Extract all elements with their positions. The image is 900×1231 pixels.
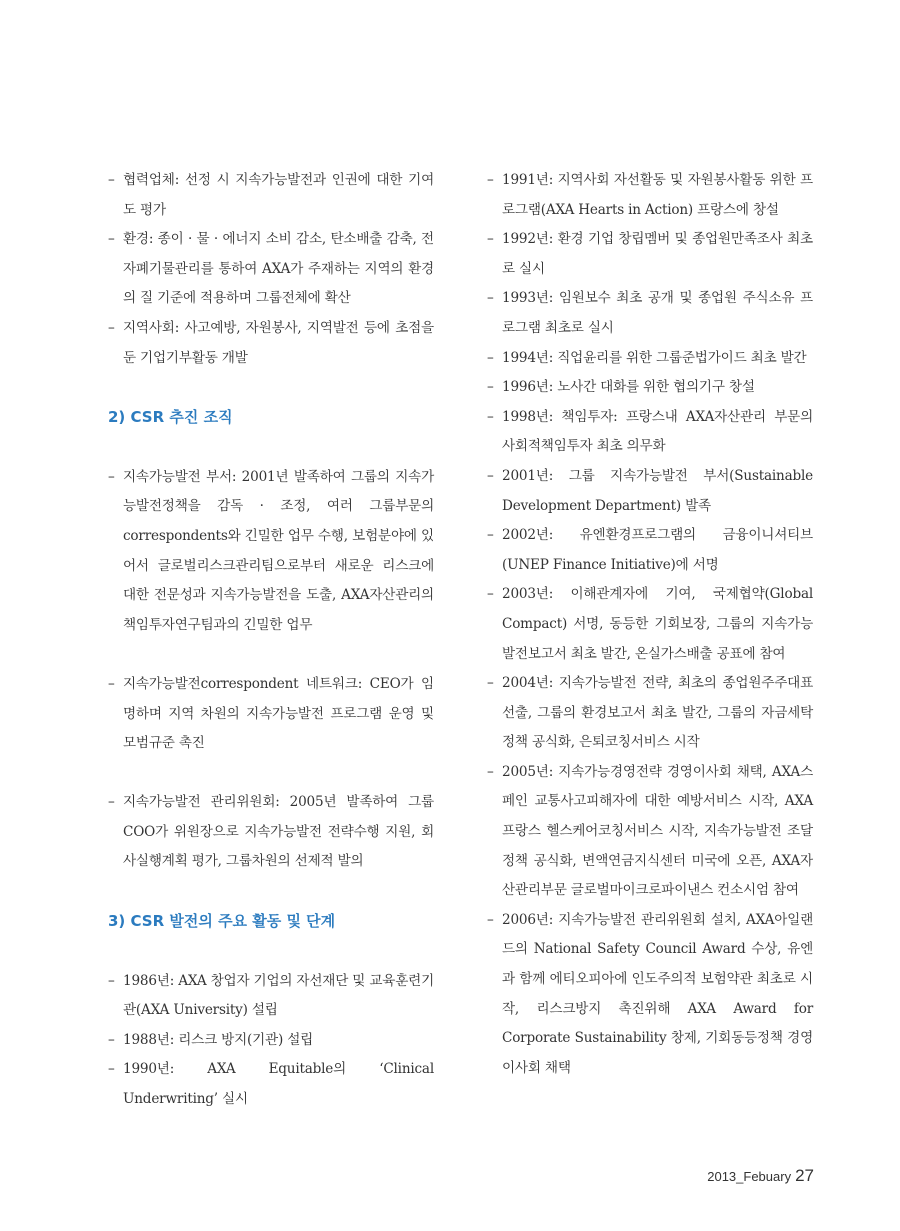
- dash-bullet: –: [487, 231, 494, 248]
- list-item: [108, 967, 434, 1026]
- list-item-text: 환경: 종이 · 물 · 에너지 소비 감소, 탄소배출 감축, 전자폐기물관리를 통하여 AXA가 주재하는 지역의 환경의 질 기준에 적용하며 그룹전체에 확산: [123, 231, 434, 307]
- section-heading-csr-organization: 2) CSR 추진 조직: [108, 408, 233, 427]
- list-item-text: 2003년: 이해관계자에 기여, 국제협약(Global Compact) 서명, 동등한 기회보장, 그룹의 지속가능발전보고서 최초 발간, 온실가스배출 공표에 참여: [502, 586, 813, 662]
- dash-bullet: –: [108, 1061, 115, 1078]
- list-item: [108, 1026, 434, 1056]
- list-item-text: 1986년: AXA 창업자 기업의 자선재단 및 교육훈련기관(AXA University) 설립: [123, 972, 434, 1019]
- dash-bullet: –: [108, 794, 115, 811]
- list-item: [487, 403, 813, 462]
- list-history-early: [108, 967, 434, 1115]
- list-organization-committee: [108, 788, 434, 877]
- list-item-text: 1992년: 환경 기업 창립멤버 및 종업원만족조사 최초로 실시: [502, 231, 813, 277]
- list-item: [108, 225, 434, 314]
- dash-bullet: –: [487, 911, 494, 928]
- list-item: [108, 166, 434, 225]
- list-item: [487, 373, 813, 403]
- list-item: [487, 166, 813, 225]
- list-organization-network: [108, 670, 434, 759]
- list-history-timeline: [487, 166, 813, 1083]
- list-item-text: 2001년: 그룹 지속가능발전 부서(Sustainable Development Department) 발족: [502, 467, 813, 514]
- list-item: [108, 1055, 434, 1114]
- list-item: [108, 788, 434, 877]
- list-stakeholders: [108, 166, 434, 373]
- list-item-text: 1988년: 리스크 방지(기관) 설립: [123, 1031, 314, 1048]
- list-item: [108, 463, 434, 641]
- list-item-text: 지속가능발전correspondent 네트워크: CEO가 임명하며 지역 차원의 지속가능발전 프로그램 운영 및 모범규준 촉진: [123, 675, 434, 752]
- dash-bullet: –: [108, 468, 115, 485]
- dash-bullet: –: [487, 527, 494, 544]
- list-item: [487, 580, 813, 669]
- list-item-text: 1996년: 노사간 대화를 위한 협의기구 창설: [502, 379, 755, 396]
- list-item: [487, 225, 813, 284]
- dash-bullet: –: [108, 675, 115, 692]
- dash-bullet: –: [487, 675, 494, 692]
- dash-bullet: –: [487, 763, 494, 780]
- list-item: [108, 670, 434, 759]
- list-item-text: 협력업체: 선정 시 지속가능발전과 인권에 대한 기여도 평가: [123, 172, 434, 218]
- page-number: 27: [795, 1166, 814, 1185]
- list-item-text: 2004년: 지속가능발전 전략, 최초의 종업원주주대표 선출, 그룹의 환경보고서 최초 발간, 그룹의 자금세탁정책 공식화, 은퇴코칭서비스 시작: [502, 675, 813, 751]
- dash-bullet: –: [108, 319, 115, 336]
- list-item: [487, 462, 813, 521]
- list-item-text: 지역사회: 사고예방, 자원봉사, 지역발전 등에 초점을 둔 기업기부활동 개발: [123, 319, 434, 366]
- right-column: [487, 166, 813, 1083]
- list-item-text: 1993년: 임원보수 최초 공개 및 종업원 주식소유 프로그램 최초로 실시: [502, 290, 813, 336]
- list-item: [487, 344, 813, 374]
- dash-bullet: –: [487, 408, 494, 425]
- issue-label: 2013_Febuary: [707, 1169, 792, 1184]
- page-footer: [707, 1166, 814, 1186]
- dash-bullet: –: [487, 379, 494, 396]
- left-column: [108, 166, 434, 1115]
- section-heading-csr-history: 3) CSR 발전의 주요 활동 및 단계: [108, 912, 336, 931]
- list-item: [108, 314, 434, 373]
- dash-bullet: –: [108, 231, 115, 248]
- list-item-text: 지속가능발전 관리위원회: 2005년 발족하여 그룹COO가 위원장으로 지속가능발전 전략수행 지원, 회사실행계획 평가, 그룹차원의 선제적 발의: [123, 794, 434, 870]
- list-item: [487, 906, 813, 1084]
- list-item-text: 1990년: AXA Equitable의 ‘Clinical Underwriting’ 실시: [123, 1061, 434, 1108]
- dash-bullet: –: [487, 467, 494, 484]
- list-item: [487, 758, 813, 906]
- list-item: [487, 284, 813, 343]
- list-item-text: 1991년: 지역사회 자선활동 및 자원봉사활동 위한 프로그램(AXA Hearts in Action) 프랑스에 창설: [502, 172, 813, 218]
- list-item-text: 1994년: 직업윤리를 위한 그룹준법가이드 최초 발간: [502, 349, 807, 366]
- list-item-text: 2005년: 지속가능경영전략 경영이사회 채택, AXA스페인 교통사고피해자에 대한 예방서비스 시작, AXA프랑스 헬스케어코칭서비스 시작, 지속가능발전 조달정책 공식화, 변액연금지식센터 미국에 오픈, AXA자산관리부문 글로벌마이크로파이낸스 컨소시엄 참여: [502, 763, 813, 899]
- dash-bullet: –: [108, 1031, 115, 1048]
- list-organization-department: [108, 463, 434, 641]
- dash-bullet: –: [108, 172, 115, 188]
- list-item-text: 지속가능발전 부서: 2001년 발족하여 그룹의 지속가능발전정책을 감독 · 조정, 여러 그룹부문의 correspondents와 긴밀한 업무 수행, 보험분야에 있어서 글로벌리스크관리팀으로부터 새로운 리스크에 대한 전문성과 지속가능발전을 도출, AXA자산관리의 책임투자연구팀과의 긴밀한 업무: [123, 468, 434, 633]
- list-item-text: 1998년: 책임투자: 프랑스내 AXA자산관리 부문의 사회적책임투자 최초 의무화: [502, 408, 813, 455]
- list-item-text: 2002년: 유엔환경프로그램의 금융이니셔티브(UNEP Finance Initiative)에 서명: [502, 527, 813, 573]
- dash-bullet: –: [487, 586, 494, 603]
- list-item: [487, 521, 813, 580]
- dash-bullet: –: [487, 172, 494, 188]
- dash-bullet: –: [487, 349, 494, 366]
- dash-bullet: –: [108, 972, 115, 989]
- list-item: [487, 669, 813, 758]
- dash-bullet: –: [487, 290, 494, 307]
- list-item-text: 2006년: 지속가능발전 관리위원회 설치, AXA아일랜드의 National Safety Council Award 수상, 유엔과 함께 에티오피아에 인도주의적 보험약관 최초로 시작, 리스크방지 촉진위해 AXA Award for Corporate Sustainability 창제, 기회동등정책 경영이사회 채택: [502, 911, 813, 1076]
